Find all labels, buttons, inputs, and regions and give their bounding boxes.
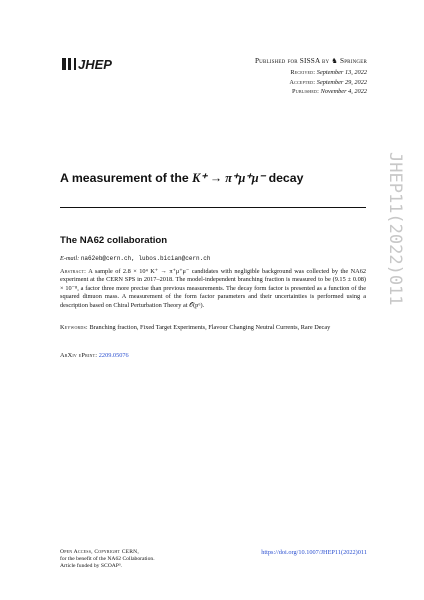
open-access-note — [60, 549, 155, 571]
publisher-line — [255, 56, 367, 65]
arxiv-eprint — [60, 352, 129, 359]
abstract-label: Abstract: — [60, 268, 87, 275]
title-rule — [60, 207, 366, 208]
email-line — [60, 255, 210, 262]
eprint-label: ArXiv ePrint: — [60, 352, 98, 359]
funded-line: Article funded by SCOAP³. — [60, 563, 122, 570]
keywords-text: Branching fraction, Fixed Target Experiments, Flavour Changing Neutral Currents, Rare Decay — [89, 324, 331, 331]
jhep-logo — [60, 57, 118, 71]
open-access-line: Open Access, Copyright CERN, — [60, 549, 140, 555]
paper-title — [60, 171, 303, 186]
sidebar-identifier — [368, 150, 405, 306]
logo-text: JHEP — [78, 57, 112, 72]
publication-dates — [289, 68, 367, 97]
title-decay: K⁺ → π⁺μ⁺μ⁻ — [192, 171, 266, 185]
keywords — [60, 324, 366, 332]
date-accepted: Accepted: September 29, 2022 — [289, 78, 367, 86]
publisher-prefix: Published for SISSA by — [254, 57, 330, 65]
eprint-link[interactable]: 2209.05076 — [98, 352, 129, 359]
email-addresses[interactable]: na62eb@cern.ch, lubos.bician@cern.ch — [80, 255, 211, 262]
abstract-text: A sample of 2.8 × 10⁴ K⁺ → π⁺μ⁺μ⁻ candidates with negligible background was collected by the NA62 experiment at the CERN SPS in 2017–2018. The model-independent branching fraction is measured to be (9.15 ± 0.08) × 10⁻⁸, a factor three more precise than previous measurements. The decay form factor is presented as a function of the squared dimuon mass. A measurement of the form factor parameters and their uncertainties is performed using a description based on Chiral Perturbation Theory at 𝒪(p⁶). — [60, 268, 366, 309]
title-suffix: decay — [268, 171, 304, 185]
date-received: Received: September 13, 2022 — [290, 69, 367, 76]
doi-link[interactable]: https://doi.org/10.1007/JHEP11(2022)011 — [261, 549, 367, 556]
publisher-name: Springer — [340, 57, 367, 65]
springer-horse-icon: ♞ — [331, 57, 338, 65]
keywords-label: Keywords: — [60, 324, 88, 331]
collaboration: The NA62 collaboration — [60, 235, 168, 246]
title-prefix: A measurement of the — [60, 171, 189, 185]
abstract — [60, 268, 366, 310]
benefit-line: for the benefit of the NA62 Collaboration. — [60, 556, 155, 563]
date-published: Published: November 4, 2022 — [292, 88, 367, 96]
sidebar-id-text: JHEP11(2022)011 — [385, 152, 405, 306]
email-label: E-mail: — [60, 255, 80, 262]
